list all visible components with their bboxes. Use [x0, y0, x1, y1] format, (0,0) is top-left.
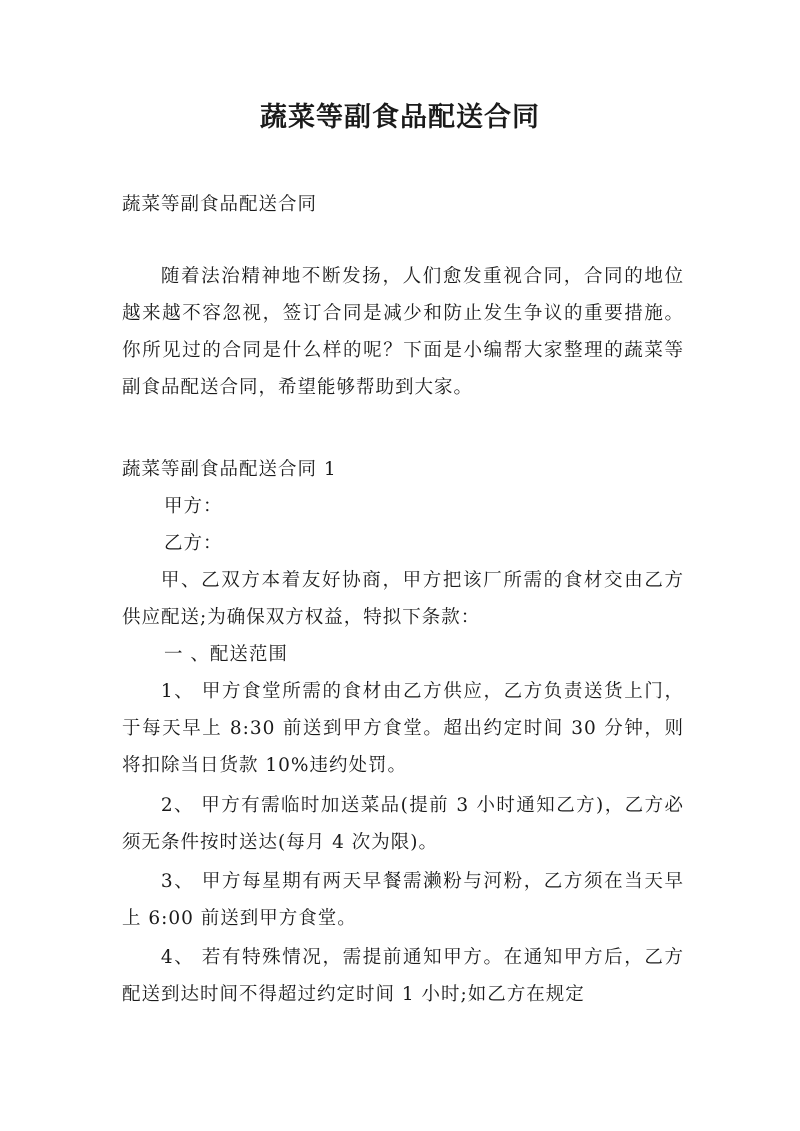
intro-paragraph: 随着法治精神地不断发扬，人们愈发重视合同，合同的地位越来越不容忽视，签订合同是减少和防止发生争议的重要措施。你所见过的合同是什么样的呢？下面是小编帮大家整理的蔬菜等副食品配送合同，希望能够帮助到大家。	[122, 266, 684, 398]
clause-3: 3、 甲方每星期有两天早餐需濑粉与河粉，乙方须在当天早上 6:00 前送到甲方食堂。	[122, 871, 684, 929]
contract-heading: 蔬菜等副食品配送合同 1	[122, 459, 337, 480]
clause-4: 4、 若有特殊情况，需提前通知甲方。在通知甲方后，乙方配送到达时间不得超过约定时间 1 小时;如乙方在规定	[122, 947, 684, 1005]
section-title: 一 、配送范围	[164, 644, 288, 665]
party-a-label: 甲方：	[164, 496, 223, 517]
clause-1: 1、 甲方食堂所需的食材由乙方供应，乙方负责送货上门，于每天早上 8:30 前送到甲方食堂。超出约定时间 30 分钟，则将扣除当日货款 10%违约处罚。	[122, 681, 684, 776]
party-b-label: 乙方：	[164, 533, 223, 554]
document-subtitle: 蔬菜等副食品配送合同	[122, 194, 318, 215]
clause-2: 2、 甲方有需临时加送菜品(提前 3 小时通知乙方)，乙方必须无条件按时送达(每月 4 次为限)。	[122, 795, 684, 853]
document-title: 蔬菜等副食品配送合同	[260, 102, 540, 133]
preamble-paragraph: 甲、乙双方本着友好协商，甲方把该厂所需的食材交由乙方供应配送;为确保双方权益，特拟下条款：	[122, 570, 684, 628]
